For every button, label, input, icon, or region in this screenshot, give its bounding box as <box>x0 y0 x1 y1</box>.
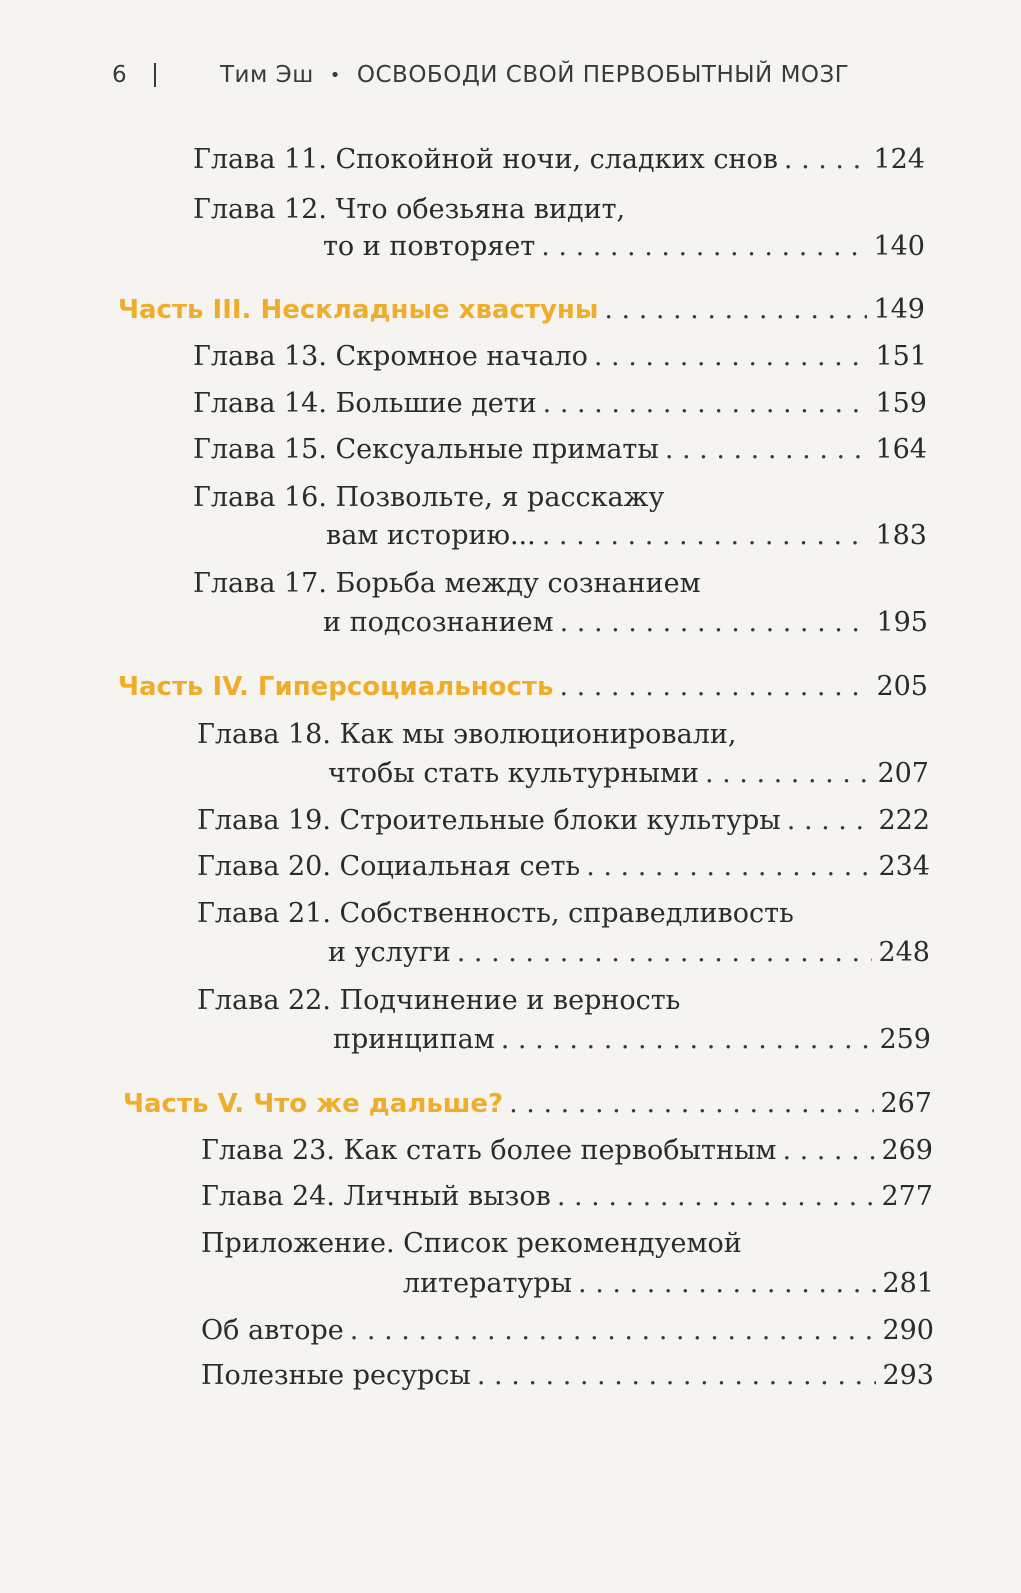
toc-entry-page: 234 <box>878 851 930 882</box>
toc-entry-page: 195 <box>876 607 928 638</box>
dot-leader <box>559 673 870 700</box>
toc-entry-chapter-21 <box>328 939 930 966</box>
toc-entry-label: литературы <box>403 1268 573 1299</box>
toc-entry-about-author <box>201 1317 934 1344</box>
dot-leader <box>604 296 867 323</box>
toc-entry-label: и услуги <box>328 937 451 968</box>
toc-entry-page: 293 <box>882 1360 934 1391</box>
dot-leader <box>542 522 870 549</box>
dot-leader <box>705 760 872 787</box>
dot-leader <box>586 853 872 880</box>
toc-entry-chapter-14 <box>193 390 927 417</box>
dot-leader <box>560 609 871 636</box>
toc-entry-chapter-20 <box>197 853 930 880</box>
toc-entry-label: Глава 24. Личный вызов <box>201 1181 551 1212</box>
dot-leader <box>557 1183 876 1210</box>
toc-entry-resources <box>201 1362 934 1389</box>
toc-entry-appendix-line1: Приложение. Список рекомендуемой <box>201 1228 742 1259</box>
dot-leader <box>543 390 870 417</box>
toc-entry-page: 269 <box>881 1135 933 1166</box>
toc-entry-page: 290 <box>882 1315 934 1346</box>
toc-entry-page: 151 <box>875 341 927 372</box>
toc-entry-label: чтобы стать культурными <box>328 758 699 789</box>
toc-entry-chapter-15 <box>193 436 927 463</box>
toc-entry-page: 248 <box>878 937 930 968</box>
toc-entry-chapter-21-line1: Глава 21. Собственность, справедливость <box>197 898 794 929</box>
toc-entry-chapter-18 <box>328 760 929 787</box>
dot-leader <box>477 1362 877 1389</box>
header-separator: • <box>329 64 341 86</box>
dot-leader <box>784 146 868 173</box>
toc-entry-page: 277 <box>881 1181 933 1212</box>
toc-entry-label: Глава 15. Сексуальные приматы <box>193 434 659 465</box>
toc-entry-page: 140 <box>873 231 925 262</box>
toc-entry-label: Полезные ресурсы <box>201 1360 471 1391</box>
toc-part-5 <box>123 1090 932 1117</box>
toc-entry-chapter-12 <box>323 233 925 260</box>
toc-entry-chapter-16 <box>326 522 927 549</box>
toc-entry-page: 124 <box>873 144 925 175</box>
dot-leader <box>578 1270 876 1297</box>
toc-entry-page: 205 <box>876 671 928 702</box>
toc-entry-label: Глава 20. Социальная сеть <box>197 851 581 882</box>
toc-entry-chapter-11 <box>193 146 925 173</box>
dot-leader <box>787 807 873 834</box>
toc-entry-label: Глава 19. Строительные блоки культуры <box>197 805 781 836</box>
toc-part-4 <box>118 673 928 700</box>
toc-entry-label: Об авторе <box>201 1315 344 1346</box>
dot-leader <box>782 1137 875 1164</box>
toc-entry-appendix <box>403 1270 934 1297</box>
header-book-title: ОСВОБОДИ СВОЙ ПЕРВОБЫТНЫЙ МОЗГ <box>356 62 850 88</box>
toc-entry-chapter-22 <box>333 1026 931 1053</box>
toc-part-label: Часть III. Нескладные хвастуны <box>118 295 599 325</box>
dot-leader <box>541 233 867 260</box>
toc-entry-page: 183 <box>875 520 927 551</box>
toc-entry-page: 281 <box>882 1268 934 1299</box>
dot-leader <box>457 939 873 966</box>
toc-entry-chapter-23 <box>201 1137 933 1164</box>
toc-entry-page: 149 <box>873 294 925 325</box>
toc-entry-chapter-22-line1: Глава 22. Подчинение и верность <box>197 985 681 1016</box>
toc-entry-label: то и повторяет <box>323 231 536 262</box>
toc-entry-chapter-17 <box>323 609 928 636</box>
page-number: 6 <box>112 62 128 88</box>
toc-entry-chapter-13 <box>193 343 927 370</box>
toc-entry-label: Глава 13. Скромное начало <box>193 341 588 372</box>
toc-entry-chapter-12-line1: Глава 12. Что обезьяна видит, <box>193 194 626 225</box>
header-author: Тим Эш <box>220 62 314 88</box>
toc-entry-label: Глава 11. Спокойной ночи, сладких снов <box>193 144 778 175</box>
toc-part-label: Часть IV. Гиперсоциальность <box>118 672 554 702</box>
dot-leader <box>665 436 870 463</box>
toc-entry-label: Глава 23. Как стать более первобытным <box>201 1135 777 1166</box>
toc-entry-page: 159 <box>875 388 927 419</box>
toc-entry-page: 164 <box>875 434 927 465</box>
dot-leader <box>501 1026 874 1053</box>
toc-part-label: Часть V. Что же дальше? <box>123 1089 504 1119</box>
toc-part-3 <box>118 296 925 323</box>
dot-leader <box>350 1317 877 1344</box>
toc-entry-page: 267 <box>880 1088 932 1119</box>
toc-entry-chapter-16-line1: Глава 16. Позвольте, я расскажу <box>193 482 665 513</box>
toc-entry-label: принципам <box>333 1024 495 1055</box>
toc-entry-chapter-17-line1: Глава 17. Борьба между сознанием <box>193 568 701 599</box>
toc-entry-chapter-19 <box>197 807 930 834</box>
toc-entry-label: и подсознанием <box>323 607 554 638</box>
toc-entry-label: Глава 14. Большие дети <box>193 388 537 419</box>
dot-leader <box>594 343 870 370</box>
toc-entry-chapter-18-line1: Глава 18. Как мы эволюционировали, <box>197 719 737 750</box>
toc-entry-label: вам историю... <box>326 520 536 551</box>
toc-entry-page: 259 <box>879 1024 931 1055</box>
toc-entry-page: 222 <box>878 805 930 836</box>
dot-leader <box>509 1090 874 1117</box>
toc-entry-page: 207 <box>877 758 929 789</box>
toc-entry-chapter-24 <box>201 1183 933 1210</box>
